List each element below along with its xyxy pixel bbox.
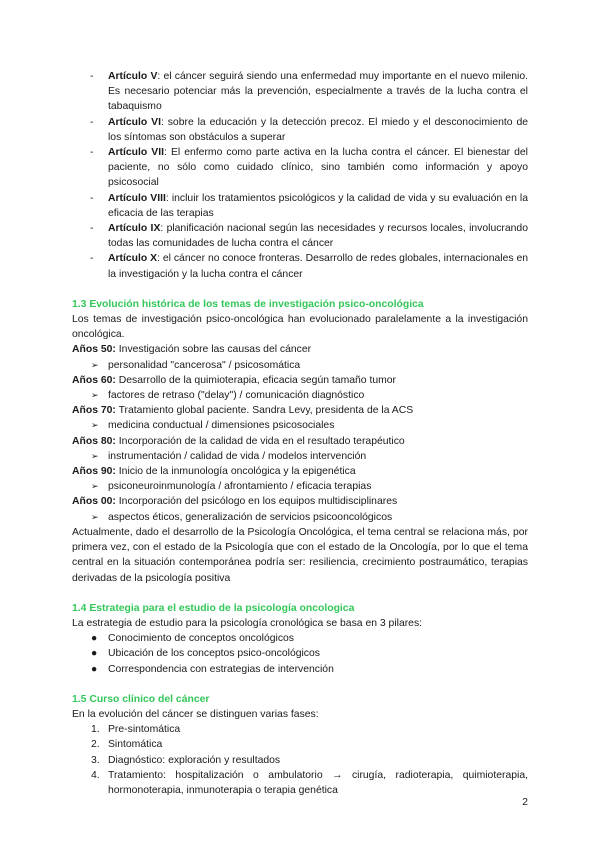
pillar-item [72, 662, 528, 677]
decade-label: Años 80: [72, 435, 116, 447]
dot-bullet-icon: ● [91, 648, 98, 660]
decade-text: Investigación sobre las causas del cáncer [115, 344, 312, 356]
phase-item [72, 722, 528, 737]
section-intro: Los temas de investigación psico-oncológica han evolucionado paralelamente a la investigación oncológica. [72, 314, 528, 341]
decade-sub-text: aspectos éticos, generalización de servicios psicooncológicos [108, 511, 393, 523]
decade-text: Tratamiento global paciente. Sandra Levy, presidenta de la ACS [115, 405, 414, 417]
pillar-item [72, 631, 528, 646]
decade-subitem [72, 479, 528, 494]
article-title: Artículo X [108, 253, 158, 265]
page-number: 2 [522, 797, 528, 808]
article-item [72, 221, 528, 251]
dash-bullet: - [90, 253, 94, 265]
decade-label: Años 90: [72, 466, 116, 478]
article-text: : El enfermo como parte activa en la lucha contra el cáncer. El bienestar del paciente, no sólo como cuidado clínico, sino también como información y apoyo psicosocial [108, 147, 528, 189]
article-item [72, 145, 528, 191]
section-heading-1-5: 1.5 Curso clínico del cáncer [72, 693, 210, 705]
section-closing-paragraph: Actualmente, dado el desarrollo de la Psicología Oncológica, el tema central se relaciona más, por primera vez, con el estado de la Psicología que con el estado de la Oncología, por lo que el tema central en la situación contemporánea podría ser: resiliencia, crecimiento postraumático, terapias derivadas de la psicología positiva [72, 526, 528, 584]
phase-item [72, 768, 528, 798]
article-title: Artículo VI [108, 116, 161, 128]
section-intro: En la evolución del cáncer se distinguen varias fases: [72, 708, 319, 720]
pillar-text: Correspondencia con estrategias de intervención [108, 663, 334, 675]
decade-text: Inicio de la inmunología oncológica y la epigenética [115, 466, 356, 478]
decade-label: Años 60: [72, 374, 116, 386]
decade-entry [72, 403, 528, 418]
decade-entry [72, 342, 528, 357]
article-text: : planificación nacional según las necesidades y recursos locales, involucrando todas las comunidades de lucha contra el cáncer [108, 223, 528, 250]
pillar-text: Ubicación de los conceptos psico-oncológicos [108, 648, 320, 660]
decade-text: Desarrollo de la quimioterapia, eficacia según tamaño tumor [115, 374, 397, 386]
dash-bullet: - [90, 223, 94, 235]
decade-sub-text: instrumentación / calidad de vida / modelos intervención [108, 450, 367, 462]
phase-number: 4. [91, 769, 100, 781]
decade-entry [72, 434, 528, 449]
article-list [72, 69, 528, 282]
decade-text: Incorporación del psicólogo en los equipos multidisciplinares [115, 496, 398, 508]
decade-entry [72, 494, 528, 509]
decade-text: Incorporación de la calidad de vida en el resultado terapéutico [115, 435, 405, 447]
arrow-bullet-icon: ➢ [91, 511, 99, 522]
phase-number: 1. [91, 724, 100, 736]
article-text: : el cáncer seguirá siendo una enfermedad muy importante en el nuevo milenio. Es necesario potenciar más la prevención, especialmente a través de la lucha contra el tabaquismo [108, 71, 528, 113]
decade-sub-text: medicina conductual / dimensiones psicosociales [108, 420, 335, 432]
arrow-bullet-icon: ➢ [91, 450, 99, 461]
phase-text: Pre-sintomática [108, 724, 181, 736]
decade-subitem [72, 388, 528, 403]
decade-label: Años 00: [72, 496, 116, 508]
arrow-bullet-icon: ➢ [91, 359, 99, 370]
phase-text: Sintomática [108, 739, 163, 751]
decade-sub-text: personalidad "cancerosa" / psicosomática [108, 359, 301, 371]
phase-text: Tratamiento: hospitalización o ambulatorio → cirugía, radioterapia, quimioterapia, hormonoterapia, inmunoterapia o terapia genética [108, 769, 528, 796]
phase-item [72, 737, 528, 752]
article-title: Artículo V [108, 71, 158, 82]
phase-item [72, 753, 528, 768]
dash-bullet: - [90, 147, 94, 159]
decade-subitem [72, 510, 528, 525]
article-title: Artículo VIII [108, 192, 166, 204]
pillar-text: Conocimiento de conceptos oncológicos [108, 633, 294, 645]
arrow-bullet-icon: ➢ [91, 420, 99, 431]
decade-subitem [72, 418, 528, 433]
dot-bullet-icon: ● [91, 663, 98, 675]
phase-number: 3. [91, 754, 100, 766]
decade-label: Años 50: [72, 344, 116, 356]
phase-text: Diagnóstico: exploración y resultados [108, 754, 281, 766]
article-item [72, 251, 528, 281]
decade-sub-text: factores de retraso ("delay") / comunicación diagnóstico [108, 390, 365, 402]
decade-entry [72, 373, 528, 388]
article-item [72, 69, 528, 115]
article-title: Artículo IX [108, 223, 161, 235]
section-heading-1-3: 1.3 Evolución histórica de los temas de investigación psico-oncológica [72, 298, 424, 310]
document-page [72, 69, 528, 798]
pillar-item [72, 646, 528, 661]
decade-entry [72, 464, 528, 479]
phase-number: 2. [91, 739, 100, 751]
decade-sub-text: psiconeuroinmunología / afrontamiento / eficacia terapias [108, 481, 372, 493]
article-text: : incluir los tratamientos psicológicos y la calidad de vida y su evaluación en la eficacia de las terapias [108, 192, 529, 219]
arrow-bullet-icon: ➢ [91, 481, 99, 492]
section-heading-1-4: 1.4 Estrategia para el estudio de la psicología oncologica [72, 602, 355, 614]
article-title: Artículo VII [108, 147, 165, 159]
dot-bullet-icon: ● [91, 633, 98, 645]
article-item [72, 115, 528, 145]
article-text: : sobre la educación y la detección precoz. El miedo y el desconocimiento de los síntomas son obstáculos a superar [108, 116, 528, 143]
section-intro: La estrategia de estudio para la psicología cronológica se basa en 3 pilares: [72, 617, 423, 629]
dash-bullet: - [90, 116, 94, 128]
article-item [72, 191, 528, 221]
article-text: : el cáncer no conoce fronteras. Desarrollo de redes globales, internacionales en la investigación y la lucha contra el cáncer [108, 253, 528, 280]
dash-bullet: - [90, 192, 94, 204]
decade-subitem [72, 449, 528, 464]
arrow-bullet-icon: ➢ [91, 390, 99, 401]
decade-label: Años 70: [72, 405, 116, 417]
dash-bullet: - [90, 71, 94, 82]
decade-subitem [72, 358, 528, 373]
